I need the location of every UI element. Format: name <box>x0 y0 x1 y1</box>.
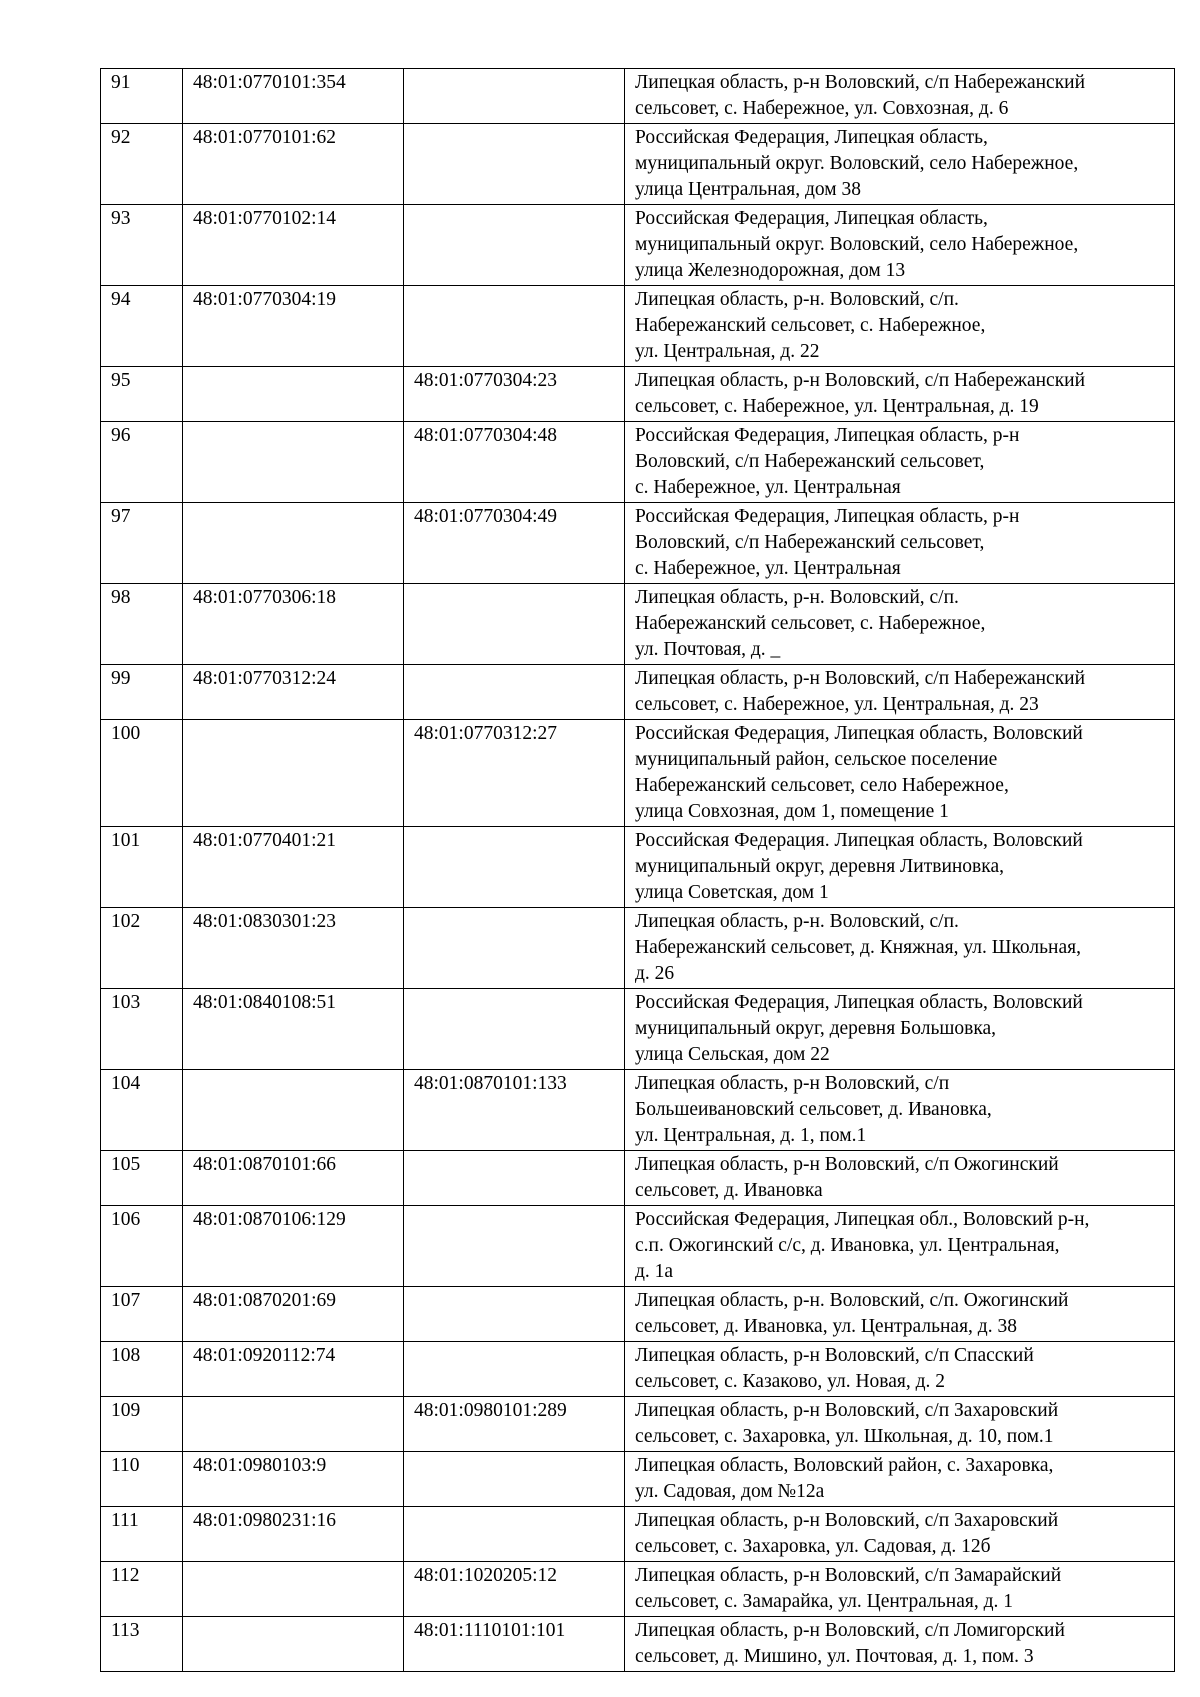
row-number-cell: 91 <box>101 69 183 124</box>
document-page <box>100 68 1174 1672</box>
address-cell: Липецкая область, р-н Воловский, с/п Спасский сельсовет, с. Казаково, ул. Новая, д. 2 <box>625 1342 1175 1397</box>
table-row <box>101 908 1175 989</box>
table-row <box>101 205 1175 286</box>
address-cell: Липецкая область, р-н Воловский, с/п Ломигорский сельсовет, д. Мишино, ул. Почтовая, д. 1, пом. 3 <box>625 1617 1175 1672</box>
land-cadastral-number-cell: 48:01:0770401:21 <box>183 827 404 908</box>
row-number-cell: 113 <box>101 1617 183 1672</box>
address-cell: Российская Федерация, Липецкая обл., Воловский р-н, с.п. Ожогинский с/с, д. Ивановка, ул. Центральная, д. 1а <box>625 1206 1175 1287</box>
table-row <box>101 989 1175 1070</box>
table-row <box>101 1206 1175 1287</box>
address-cell: Липецкая область, р-н. Воловский, с/п. Набережанский сельсовет, с. Набережное, ул. Почтовая, д. _ <box>625 584 1175 665</box>
address-cell: Липецкая область, р-н Воловский, с/п Большеивановский сельсовет, д. Ивановка, ул. Центральная, д. 1, пом.1 <box>625 1070 1175 1151</box>
row-number-cell: 103 <box>101 989 183 1070</box>
address-cell: Липецкая область, р-н Воловский, с/п Набережанский сельсовет, с. Набережное, ул. Центральная, д. 23 <box>625 665 1175 720</box>
table-row <box>101 422 1175 503</box>
building-cadastral-number-cell <box>404 286 625 367</box>
address-cell: Липецкая область, р-н Воловский, с/п Захаровский сельсовет, с. Захаровка, ул. Школьная, д. 10, пом.1 <box>625 1397 1175 1452</box>
building-cadastral-number-cell <box>404 1287 625 1342</box>
table-row <box>101 720 1175 827</box>
building-cadastral-number-cell: 48:01:0770312:27 <box>404 720 625 827</box>
table-row <box>101 1342 1175 1397</box>
building-cadastral-number-cell <box>404 1151 625 1206</box>
table-row <box>101 1070 1175 1151</box>
land-cadastral-number-cell: 48:01:0870101:66 <box>183 1151 404 1206</box>
table-row <box>101 827 1175 908</box>
table-row <box>101 1397 1175 1452</box>
address-cell: Российская Федерация, Липецкая область, Воловский муниципальный район, сельское поселение Набережанский сельсовет, село Набережное, улица Совхозная, дом 1, помещение 1 <box>625 720 1175 827</box>
table-row <box>101 1452 1175 1507</box>
land-cadastral-number-cell: 48:01:0830301:23 <box>183 908 404 989</box>
row-number-cell: 104 <box>101 1070 183 1151</box>
address-cell: Российская Федерация, Липецкая область, муниципальный округ. Воловский, село Набережное, улица Железнодорожная, дом 13 <box>625 205 1175 286</box>
table-row <box>101 584 1175 665</box>
row-number-cell: 108 <box>101 1342 183 1397</box>
row-number-cell: 102 <box>101 908 183 989</box>
address-cell: Липецкая область, р-н Воловский, с/п Набережанский сельсовет, с. Набережное, ул. Совхозная, д. 6 <box>625 69 1175 124</box>
row-number-cell: 93 <box>101 205 183 286</box>
property-registry-table <box>100 68 1175 1672</box>
address-cell: Российская Федерация. Липецкая область, Воловский муниципальный округ, деревня Литвиновка, улица Советская, дом 1 <box>625 827 1175 908</box>
table-body <box>101 69 1175 1672</box>
land-cadastral-number-cell <box>183 1617 404 1672</box>
building-cadastral-number-cell: 48:01:0980101:289 <box>404 1397 625 1452</box>
row-number-cell: 96 <box>101 422 183 503</box>
land-cadastral-number-cell: 48:01:0870106:129 <box>183 1206 404 1287</box>
building-cadastral-number-cell <box>404 1206 625 1287</box>
row-number-cell: 109 <box>101 1397 183 1452</box>
building-cadastral-number-cell <box>404 205 625 286</box>
address-cell: Липецкая область, р-н Воловский, с/п Ожогинский сельсовет, д. Ивановка <box>625 1151 1175 1206</box>
address-cell: Липецкая область, Воловский район, с. Захаровка, ул. Садовая, дом №12а <box>625 1452 1175 1507</box>
building-cadastral-number-cell <box>404 827 625 908</box>
building-cadastral-number-cell <box>404 908 625 989</box>
building-cadastral-number-cell <box>404 124 625 205</box>
address-cell: Липецкая область, р-н. Воловский, с/п. Набережанский сельсовет, с. Набережное, ул. Центральная, д. 22 <box>625 286 1175 367</box>
land-cadastral-number-cell: 48:01:0980103:9 <box>183 1452 404 1507</box>
table-row <box>101 1151 1175 1206</box>
building-cadastral-number-cell: 48:01:0770304:48 <box>404 422 625 503</box>
address-cell: Липецкая область, р-н Воловский, с/п Замарайский сельсовет, с. Замарайка, ул. Центральная, д. 1 <box>625 1562 1175 1617</box>
address-cell: Российская Федерация, Липецкая область, Воловский муниципальный округ, деревня Большовка, улица Сельская, дом 22 <box>625 989 1175 1070</box>
address-cell: Российская Федерация, Липецкая область, муниципальный округ. Воловский, село Набережное, улица Центральная, дом 38 <box>625 124 1175 205</box>
row-number-cell: 94 <box>101 286 183 367</box>
building-cadastral-number-cell <box>404 989 625 1070</box>
land-cadastral-number-cell <box>183 720 404 827</box>
land-cadastral-number-cell: 48:01:0770312:24 <box>183 665 404 720</box>
land-cadastral-number-cell: 48:01:0770306:18 <box>183 584 404 665</box>
building-cadastral-number-cell: 48:01:0770304:49 <box>404 503 625 584</box>
land-cadastral-number-cell: 48:01:0770101:354 <box>183 69 404 124</box>
row-number-cell: 95 <box>101 367 183 422</box>
address-cell: Липецкая область, р-н. Воловский, с/п. Набережанский сельсовет, д. Княжная, ул. Школьная, д. 26 <box>625 908 1175 989</box>
address-cell: Российская Федерация, Липецкая область, р-н Воловский, с/п Набережанский сельсовет, с. Набережное, ул. Центральная <box>625 503 1175 584</box>
row-number-cell: 107 <box>101 1287 183 1342</box>
land-cadastral-number-cell <box>183 503 404 584</box>
table-row <box>101 1287 1175 1342</box>
land-cadastral-number-cell <box>183 1562 404 1617</box>
row-number-cell: 97 <box>101 503 183 584</box>
land-cadastral-number-cell: 48:01:0770101:62 <box>183 124 404 205</box>
building-cadastral-number-cell: 48:01:0870101:133 <box>404 1070 625 1151</box>
address-cell: Липецкая область, р-н Воловский, с/п Захаровский сельсовет, с. Захаровка, ул. Садовая, д. 12б <box>625 1507 1175 1562</box>
row-number-cell: 101 <box>101 827 183 908</box>
building-cadastral-number-cell <box>404 1507 625 1562</box>
land-cadastral-number-cell: 48:01:0840108:51 <box>183 989 404 1070</box>
table-row <box>101 286 1175 367</box>
table-row <box>101 124 1175 205</box>
table-row <box>101 367 1175 422</box>
table-row <box>101 69 1175 124</box>
land-cadastral-number-cell: 48:01:0980231:16 <box>183 1507 404 1562</box>
table-row <box>101 665 1175 720</box>
address-cell: Российская Федерация, Липецкая область, р-н Воловский, с/п Набережанский сельсовет, с. Набережное, ул. Центральная <box>625 422 1175 503</box>
building-cadastral-number-cell <box>404 1452 625 1507</box>
land-cadastral-number-cell: 48:01:0870201:69 <box>183 1287 404 1342</box>
row-number-cell: 99 <box>101 665 183 720</box>
land-cadastral-number-cell: 48:01:0920112:74 <box>183 1342 404 1397</box>
land-cadastral-number-cell <box>183 422 404 503</box>
row-number-cell: 98 <box>101 584 183 665</box>
table-row <box>101 1562 1175 1617</box>
land-cadastral-number-cell <box>183 1397 404 1452</box>
building-cadastral-number-cell: 48:01:1020205:12 <box>404 1562 625 1617</box>
row-number-cell: 112 <box>101 1562 183 1617</box>
address-cell: Липецкая область, р-н. Воловский, с/п. Ожогинский сельсовет, д. Ивановка, ул. Центральная, д. 38 <box>625 1287 1175 1342</box>
row-number-cell: 100 <box>101 720 183 827</box>
land-cadastral-number-cell <box>183 367 404 422</box>
building-cadastral-number-cell <box>404 69 625 124</box>
table-row <box>101 1617 1175 1672</box>
row-number-cell: 111 <box>101 1507 183 1562</box>
building-cadastral-number-cell: 48:01:0770304:23 <box>404 367 625 422</box>
building-cadastral-number-cell <box>404 584 625 665</box>
land-cadastral-number-cell: 48:01:0770304:19 <box>183 286 404 367</box>
address-cell: Липецкая область, р-н Воловский, с/п Набережанский сельсовет, с. Набережное, ул. Центральная, д. 19 <box>625 367 1175 422</box>
row-number-cell: 106 <box>101 1206 183 1287</box>
table-row <box>101 503 1175 584</box>
building-cadastral-number-cell <box>404 1342 625 1397</box>
building-cadastral-number-cell: 48:01:1110101:101 <box>404 1617 625 1672</box>
row-number-cell: 110 <box>101 1452 183 1507</box>
land-cadastral-number-cell <box>183 1070 404 1151</box>
row-number-cell: 92 <box>101 124 183 205</box>
table-row <box>101 1507 1175 1562</box>
land-cadastral-number-cell: 48:01:0770102:14 <box>183 205 404 286</box>
row-number-cell: 105 <box>101 1151 183 1206</box>
building-cadastral-number-cell <box>404 665 625 720</box>
